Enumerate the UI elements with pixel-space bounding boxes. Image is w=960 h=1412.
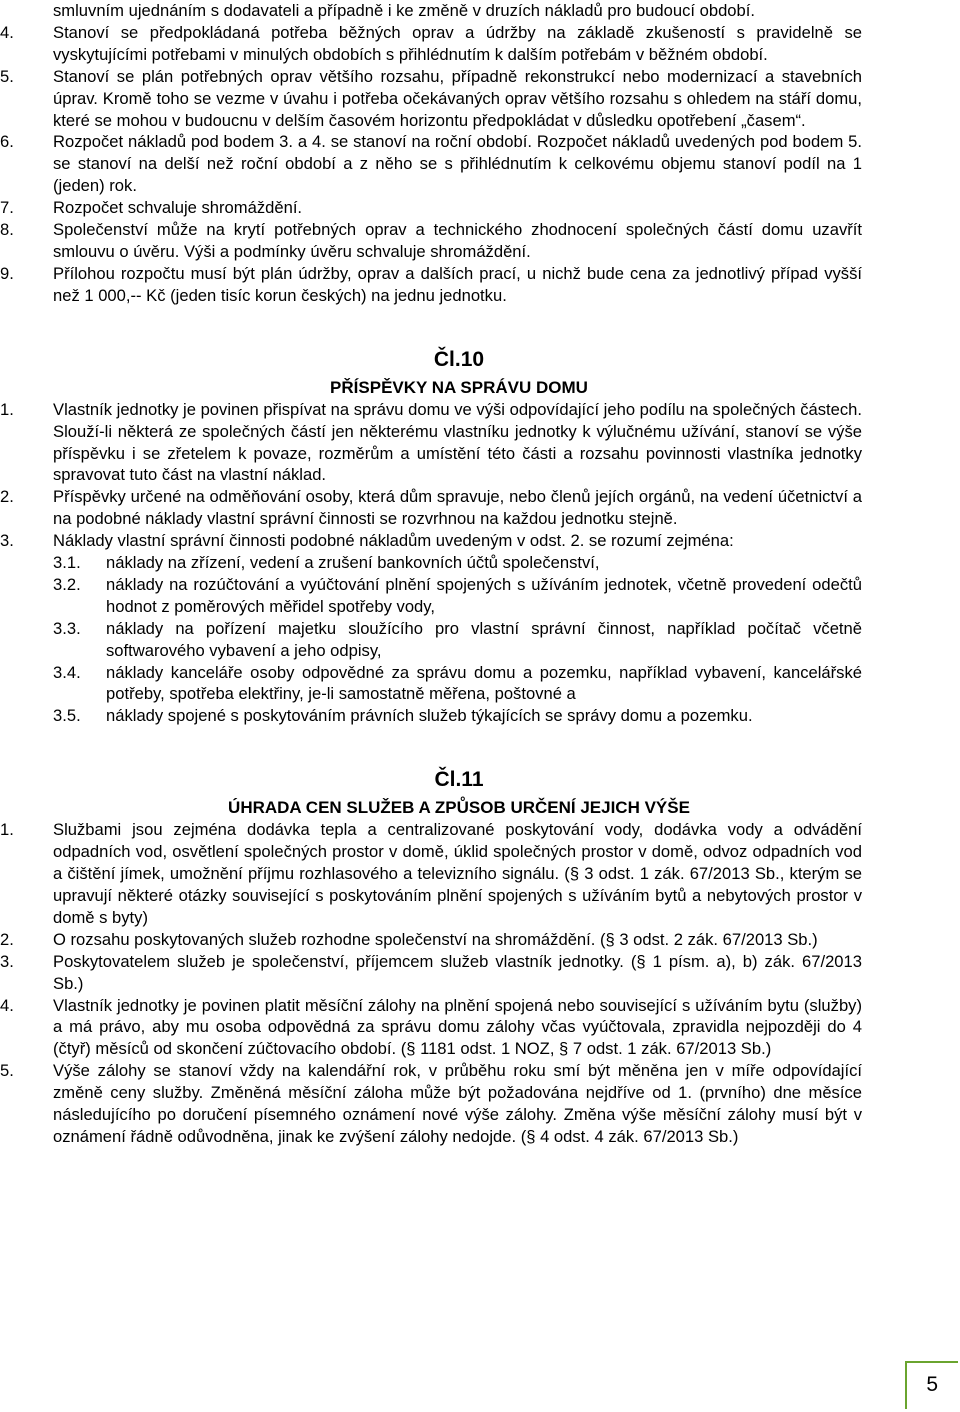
footer-rule-vertical [905,1361,907,1409]
sub-item-text: náklady spojené s poskytováním právních služeb týkajících se správy domu a pozemku. [106,706,753,726]
item-text: Rozpočet schvaluje shromáždění. [53,198,303,218]
item-number: 7. [0,198,14,218]
item-number: 4. [0,22,14,42]
sub-item [0,574,960,618]
sub-item-number: 3.4. [53,662,81,682]
list-item [0,995,960,1061]
article-9-items [0,22,960,307]
article-10-heading [0,347,960,399]
list-item [0,1060,960,1148]
sub-item-text: náklady na zřízení, vedení a zrušení bankovních účtů společenství, [106,553,600,573]
item-number: 2. [0,487,14,507]
item-number: 3. [0,951,14,971]
list-item [0,530,960,552]
item-number: 1. [0,820,14,840]
item-text: Společenství může na krytí potřebných oprav a technického zhodnocení společných částí domu uzavřít smlouvu o úvěru. Výši a podmínky úvěru schvaluje shromáždění. [53,220,862,261]
sub-item [0,618,960,662]
footer-rule [905,1361,958,1363]
item-text: O rozsahu poskytovaných služeb rozhodne společenství na shromáždění. (§ 3 odst. 2 zák. 67/2013 Sb.) [53,929,818,949]
continued-paragraph: smluvním ujednáním s dodavateli a případně i ke změně v druzích nákladů pro budoucí období. [53,1,755,20]
item-number: 5. [0,1061,14,1081]
item-text: Stanoví se plán potřebných oprav většího rozsahu, případně rekonstrukcí nebo modernizací a stavebních úprav. Kromě toho se vezme v úvahu i potřeba očekávaných oprav většího rozsahu s ohledem na stáří domu, které se mohou v budoucnu v delším časovém horizontu předpokládat v důsledku opotřebení „časem“. [53,66,862,130]
list-item [0,263,960,307]
item-text: Vlastník jednotky je povinen přispívat na správu domu ve výši odpovídající jeho podílu na společných částech. Slouží-li některá ze společných částí jen některému vlastníku jednotky k výlučnému užívání, stanoví se výše příspěvku i se zřetelem k povaze, rozměrům a umístění této části a rozsahu povinnosti vlastníka jednotky spravovat tuto část na vlastní náklad. [53,399,862,485]
sub-item [0,662,960,706]
item-number: 9. [0,263,14,283]
list-item [0,66,960,132]
list-item [0,22,960,66]
item-number: 1. [0,399,14,419]
list-item [0,819,960,929]
item-text: Přílohou rozpočtu musí být plán údržby, oprav a dalších prací, u nichž bude cena za jednotlivý případ vyšší než 1 000,-- Kč (jeden tisíc korun českých) na jednu jednotku. [53,263,862,305]
item-text: Službami jsou zejména dodávka tepla a centralizované poskytování vody, dodávka vody a odvádění odpadních vod, osvětlení společných prostor v domě, úklid společných prostor v domě, odvoz odpadních vod a čištění jímek, umožnění příjmu rozhlasového a televizního signálu. (§ 3 odst. 1 zák. 67/2013 Sb., kterým se upravují některé otázky související s poskytováním plnění spojených s užíváním bytů a nebytových prostor v domě s byty) [53,820,862,927]
article-10-items [0,399,960,728]
sub-item-number: 3.3. [53,618,81,638]
article-title: PŘÍSPĚVKY NA SPRÁVU DOMU [330,377,588,397]
item-number: 8. [0,220,14,240]
sub-item-number: 3.1. [53,553,81,573]
sub-item [0,552,960,574]
sub-item-text: náklady na pořízení majetku sloužícího pro vlastní správní činnost, například počítač včetně softwarového vybavení a jeho odpisy, [106,618,862,660]
page-footer [905,1361,958,1409]
item-number: 3. [0,531,14,551]
list-item [0,131,960,197]
article-number: Čl.10 [433,347,485,371]
list-item [0,399,960,487]
sub-item-text: náklady kanceláře osoby odpovědné za správu domu a pozemku, například vybavení, kancelářské potřeby, spotřeba elektřiny, je-li samostatně měřena, poštovné a [106,662,862,704]
item-text: Rozpočet nákladů pod bodem 3. a 4. se stanoví na roční období. Rozpočet nákladů uvedených pod bodem 5. se stanoví na delší než roční období a z něho se s přihlédnutím k celkovému objemu stanoví podíl na 1 (jeden) rok. [53,132,862,196]
item-text: Poskytovatelem služeb je společenství, příjemcem služeb vlastník jednotky. (§ 1 písm. a), b) zák. 67/2013 Sb.) [53,951,862,993]
article-11-heading [0,767,960,819]
sub-item-number: 3.5. [53,706,81,726]
article-title: ÚHRADA CEN SLUŽEB A ZPŮSOB URČENÍ JEJICH VÝŠE [228,798,690,818]
item-number: 2. [0,929,14,949]
item-text: Vlastník jednotky je povinen platit měsíční zálohy na plnění spojená nebo související s užíváním bytu (služby) a má právo, aby mu osoba odpovědná za správu domu zálohy včas vyúčtovala, zpravidla nejpozději do 4 (čtyř) měsíců od skončení zúčtovacího období. (§ 1181 odst. 1 NOZ, § 7 odst. 1 zák. 67/2013 Sb.) [53,995,862,1059]
list-item [0,929,960,951]
list-item [0,486,960,530]
sub-item [0,705,960,727]
item-number: 4. [0,995,14,1015]
page-number: 5 [926,1373,938,1396]
article-number: Čl.11 [434,768,484,792]
item-text: Příspěvky určené na odměňování osoby, která dům spravuje, nebo členů jejích orgánů, na vedení účetnictví a na podobné náklady vlastní správní činnosti se rozvrhnou na každou jednotku stejně. [53,487,862,529]
sub-item-number: 3.2. [53,574,81,594]
sub-item-text: náklady na rozúčtování a vyúčtování plnění spojených s užíváním jednotek, včetně provedení odečtů hodnot z poměrových měřidel spotřeby vody, [106,574,862,616]
list-item [0,951,960,995]
item-text: Stanoví se předpokládaná potřeba běžných oprav a údržby na základě zkušeností s pravidelně se vyskytujícími potřebami v minulých obdobích s přihlédnutím k dalším potřebám v běžném období. [53,22,862,64]
item-number: 6. [0,132,14,152]
item-number: 5. [0,66,14,86]
list-item [0,219,960,263]
item-text: Náklady vlastní správní činnosti podobné nákladům uvedeným v odst. 2. se rozumí zejména: [53,531,734,551]
article-11-items [0,819,960,1148]
list-item [0,197,960,219]
item-text: Výše zálohy se stanoví vždy na kalendářní rok, v průběhu roku smí být měněna jen v míře odpovídající změně ceny služby. Změněná měsíční záloha může být požadována nejdříve od 1. (prvního) dne měsíce následujícího po doručení písemného oznámení nové výše zálohy. Změna výše měsíční zálohy musí být v oznámení řádně odůvodněna, jinak ke zvýšení zálohy nedojde. (§ 4 odst. 4 zák. 67/2013 Sb.) [53,1061,862,1146]
